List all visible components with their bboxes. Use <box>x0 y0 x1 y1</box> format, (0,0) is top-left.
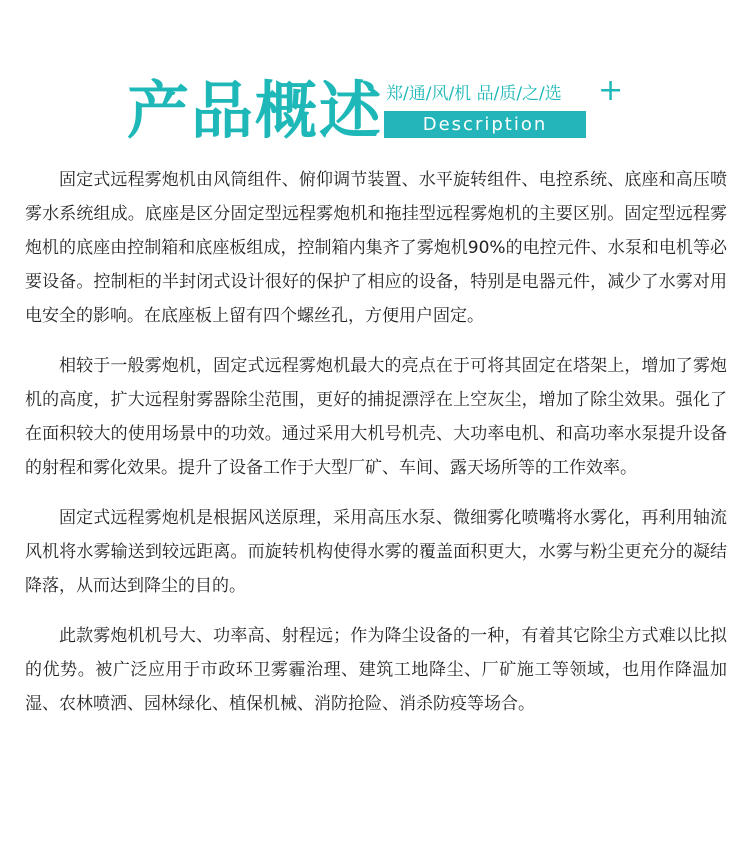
paragraph-3: 固定式远程雾炮机是根据风送原理，采用高压水泵、微细雾化喷嘴将水雾化，再利用轴流风机将水雾输送到较远距离。而旋转机构使得水雾的覆盖面积更大，水雾与粉尘更充分的凝结降落，从而达到降尘的目的。 <box>25 508 727 596</box>
brand-slogan: 郑/通/风/机 品/质/之/选 <box>386 84 562 104</box>
page-title: 产品概述 <box>127 74 384 147</box>
section-header <box>0 0 750 150</box>
paragraph-1: 固定式远程雾炮机由风筒组件、俯仰调节装置、水平旋转组件、电控系统、底座和高压喷雾水系统组成。底座是区分固定型远程雾炮机和拖挂型远程雾炮机的主要区别。固定型远程雾炮机的底座由控制箱和底座板组成，控制箱内集齐了雾炮机90%的电控元件、水泵和电机等必要设备。控制柜的半封闭式设计很好的保护了相应的设备，特别是电器元件，减少了水雾对用电安全的影响。在底座板上留有四个螺丝孔，方便用户固定。 <box>25 170 727 326</box>
paragraph-4: 此款雾炮机机号大、功率高、射程远；作为降尘设备的一种，有着其它除尘方式难以比拟的优势。被广泛应用于市政环卫雾霾治理、建筑工地降尘、厂矿施工等领域，也用作降温加湿、农林喷洒、园林绿化、植保机械、消防抢险、消杀防疫等场合。 <box>25 626 727 714</box>
plus-icon: + <box>598 73 624 108</box>
paragraph-2: 相较于一般雾炮机，固定式远程雾炮机最大的亮点在于可将其固定在塔架上，增加了雾炮机的高度，扩大远程射雾器除尘范围，更好的捕捉漂浮在上空灰尘，增加了除尘效果。强化了在面积较大的使用场景中的功效。通过采用大机号机壳、大功率电机、和高功率水泵提升设备的射程和雾化效果。提升了设备工作于大型厂矿、车间、露天场所等的工作效率。 <box>25 356 727 478</box>
description-label: Description <box>384 111 586 138</box>
product-overview-text <box>25 163 727 737</box>
